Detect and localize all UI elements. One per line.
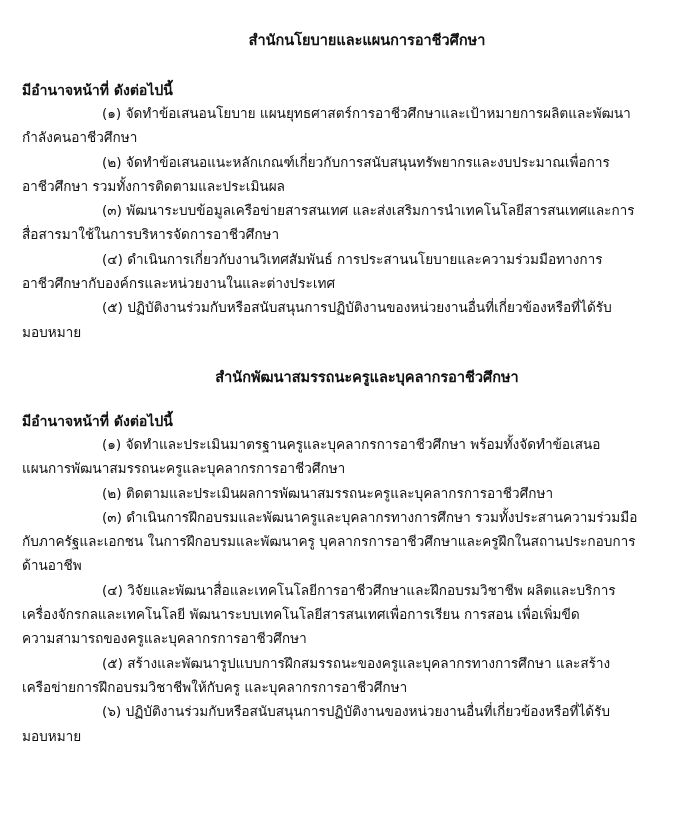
item-text: จัดทำข้อเสนอนโยบาย แผนยุทธศาสตร์การอาชีวศึกษาและเป้าหมายการผลิตและพัฒนา	[125, 106, 631, 122]
item-text-continued: เครือข่ายการฝึกอบรมวิชาชีพให้กับครู และบุคลากรการอาชีวศึกษา	[22, 679, 408, 696]
duty-item	[22, 102, 682, 151]
item-number: (๒)	[102, 154, 122, 171]
item-text-continued: อาชีวศึกษากับองค์กรและหน่วยงานในและต่างประเทศ	[22, 276, 336, 293]
item-number: (๕)	[102, 300, 123, 317]
document-page	[22, 30, 682, 749]
item-text-continued: มอบหมาย	[22, 324, 82, 341]
duties-heading: มีอำนาจหน้าที่ ดังต่อไปนี้	[22, 83, 173, 99]
item-text-continued: สื่อสารมาใช้ในการบริหารจัดการอาชีวศึกษา	[22, 227, 280, 244]
duty-item	[22, 248, 682, 297]
duty-item	[22, 579, 682, 652]
item-number: (๓)	[102, 509, 122, 526]
item-text-continued: มอบหมาย	[22, 728, 82, 745]
item-number: (๒)	[102, 485, 122, 502]
item-text: ดำเนินการเกี่ยวกับงานวิเทศสัมพันธ์ การประสานนโยบายและความร่วมมือทางการ	[127, 251, 603, 268]
item-text-continued: ความสามารถของครูและบุคลากรการอาชีวศึกษา	[22, 631, 307, 648]
item-text-continued: อาชีวศึกษา รวมทั้งการติดตามและประเมินผล	[22, 178, 285, 195]
duty-item	[22, 482, 682, 506]
duty-item	[22, 506, 682, 579]
item-text-continued: ด้านอาชีพ	[22, 558, 82, 575]
section-title: สำนักนโยบายและแผนการอาชีวศึกษา	[248, 33, 486, 49]
duty-item	[22, 433, 682, 482]
duty-item	[22, 199, 682, 248]
section-title: สำนักพัฒนาสมรรถนะครูและบุคลากรอาชีวศึกษา	[215, 369, 519, 386]
duty-item	[22, 700, 682, 749]
item-text: ติดตามและประเมินผลการพัฒนาสมรรถนะครูและบุคลากรการอาชีวศึกษา	[125, 485, 554, 502]
item-text: ปฏิบัติงานร่วมกับหรือสนับสนุนการปฏิบัติงานของหน่วยงานอื่นที่เกี่ยวข้องหรือที่ได้รับ	[127, 300, 612, 317]
item-number: (๔)	[102, 251, 123, 268]
section-policy-planning	[22, 30, 682, 345]
item-number: (๑)	[102, 106, 122, 122]
section-teacher-development	[22, 367, 682, 749]
duties-heading: มีอำนาจหน้าที่ ดังต่อไปนี้	[22, 413, 173, 430]
item-number: (๕)	[102, 655, 123, 672]
item-text-continued: กำลังคนอาชีวศึกษา	[22, 130, 138, 147]
item-text: จัดทำและประเมินมาตรฐานครูและบุคลากรการอาชีวศึกษา พร้อมทั้งจัดทำข้อเสนอ	[125, 436, 601, 453]
item-text: ปฏิบัติงานร่วมกับหรือสนับสนุนการปฏิบัติงานของหน่วยงานอื่นที่เกี่ยวข้องหรือที่ได้รับ	[125, 704, 611, 721]
item-text: จัดทำข้อเสนอแนะหลักเกณฑ์เกี่ยวกับการสนับสนุนทรัพยากรและงบประมาณเพื่อการ	[125, 154, 610, 171]
item-number: (๔)	[102, 582, 123, 599]
item-text: วิจัยและพัฒนาสื่อและเทคโนโลยีการอาชีวศึกษาและฝึกอบรมวิชาชีพ ผลิตและบริการ	[127, 582, 616, 599]
item-number: (๖)	[102, 704, 122, 721]
item-text-continued: กับภาครัฐและเอกชน ในการฝึกอบรมและพัฒนาครู บุคลากรการอาชีวศึกษาและครูฝึกในสถานประกอบการ	[22, 534, 636, 551]
item-text: ดำเนินการฝึกอบรมและพัฒนาครูและบุคลากรทางการศึกษา รวมทั้งประสานความร่วมมือ	[126, 509, 638, 526]
duty-item	[22, 652, 682, 701]
item-text-continued: เครื่องจักรกลและเทคโนโลยี พัฒนาระบบเทคโนโลยีสารสนเทศเพื่อการเรียน การสอน เพื่อเพิ่มขีด	[22, 607, 580, 624]
duty-item	[22, 296, 682, 345]
duty-item	[22, 151, 682, 200]
item-text-continued: แผนการพัฒนาสมรรถนะครูและบุคลากรการอาชีวศึกษา	[22, 461, 346, 478]
item-text: พัฒนาระบบข้อมูลเครือข่ายสารสนเทศ และส่งเสริมการนำเทคโนโลยีสารสนเทศและการ	[126, 203, 635, 220]
item-number: (๓)	[102, 203, 122, 220]
item-text: สร้างและพัฒนารูปแบบการฝึกสมรรถนะของครูและบุคลากรทางการศึกษา และสร้าง	[127, 655, 611, 672]
item-number: (๑)	[102, 436, 122, 453]
